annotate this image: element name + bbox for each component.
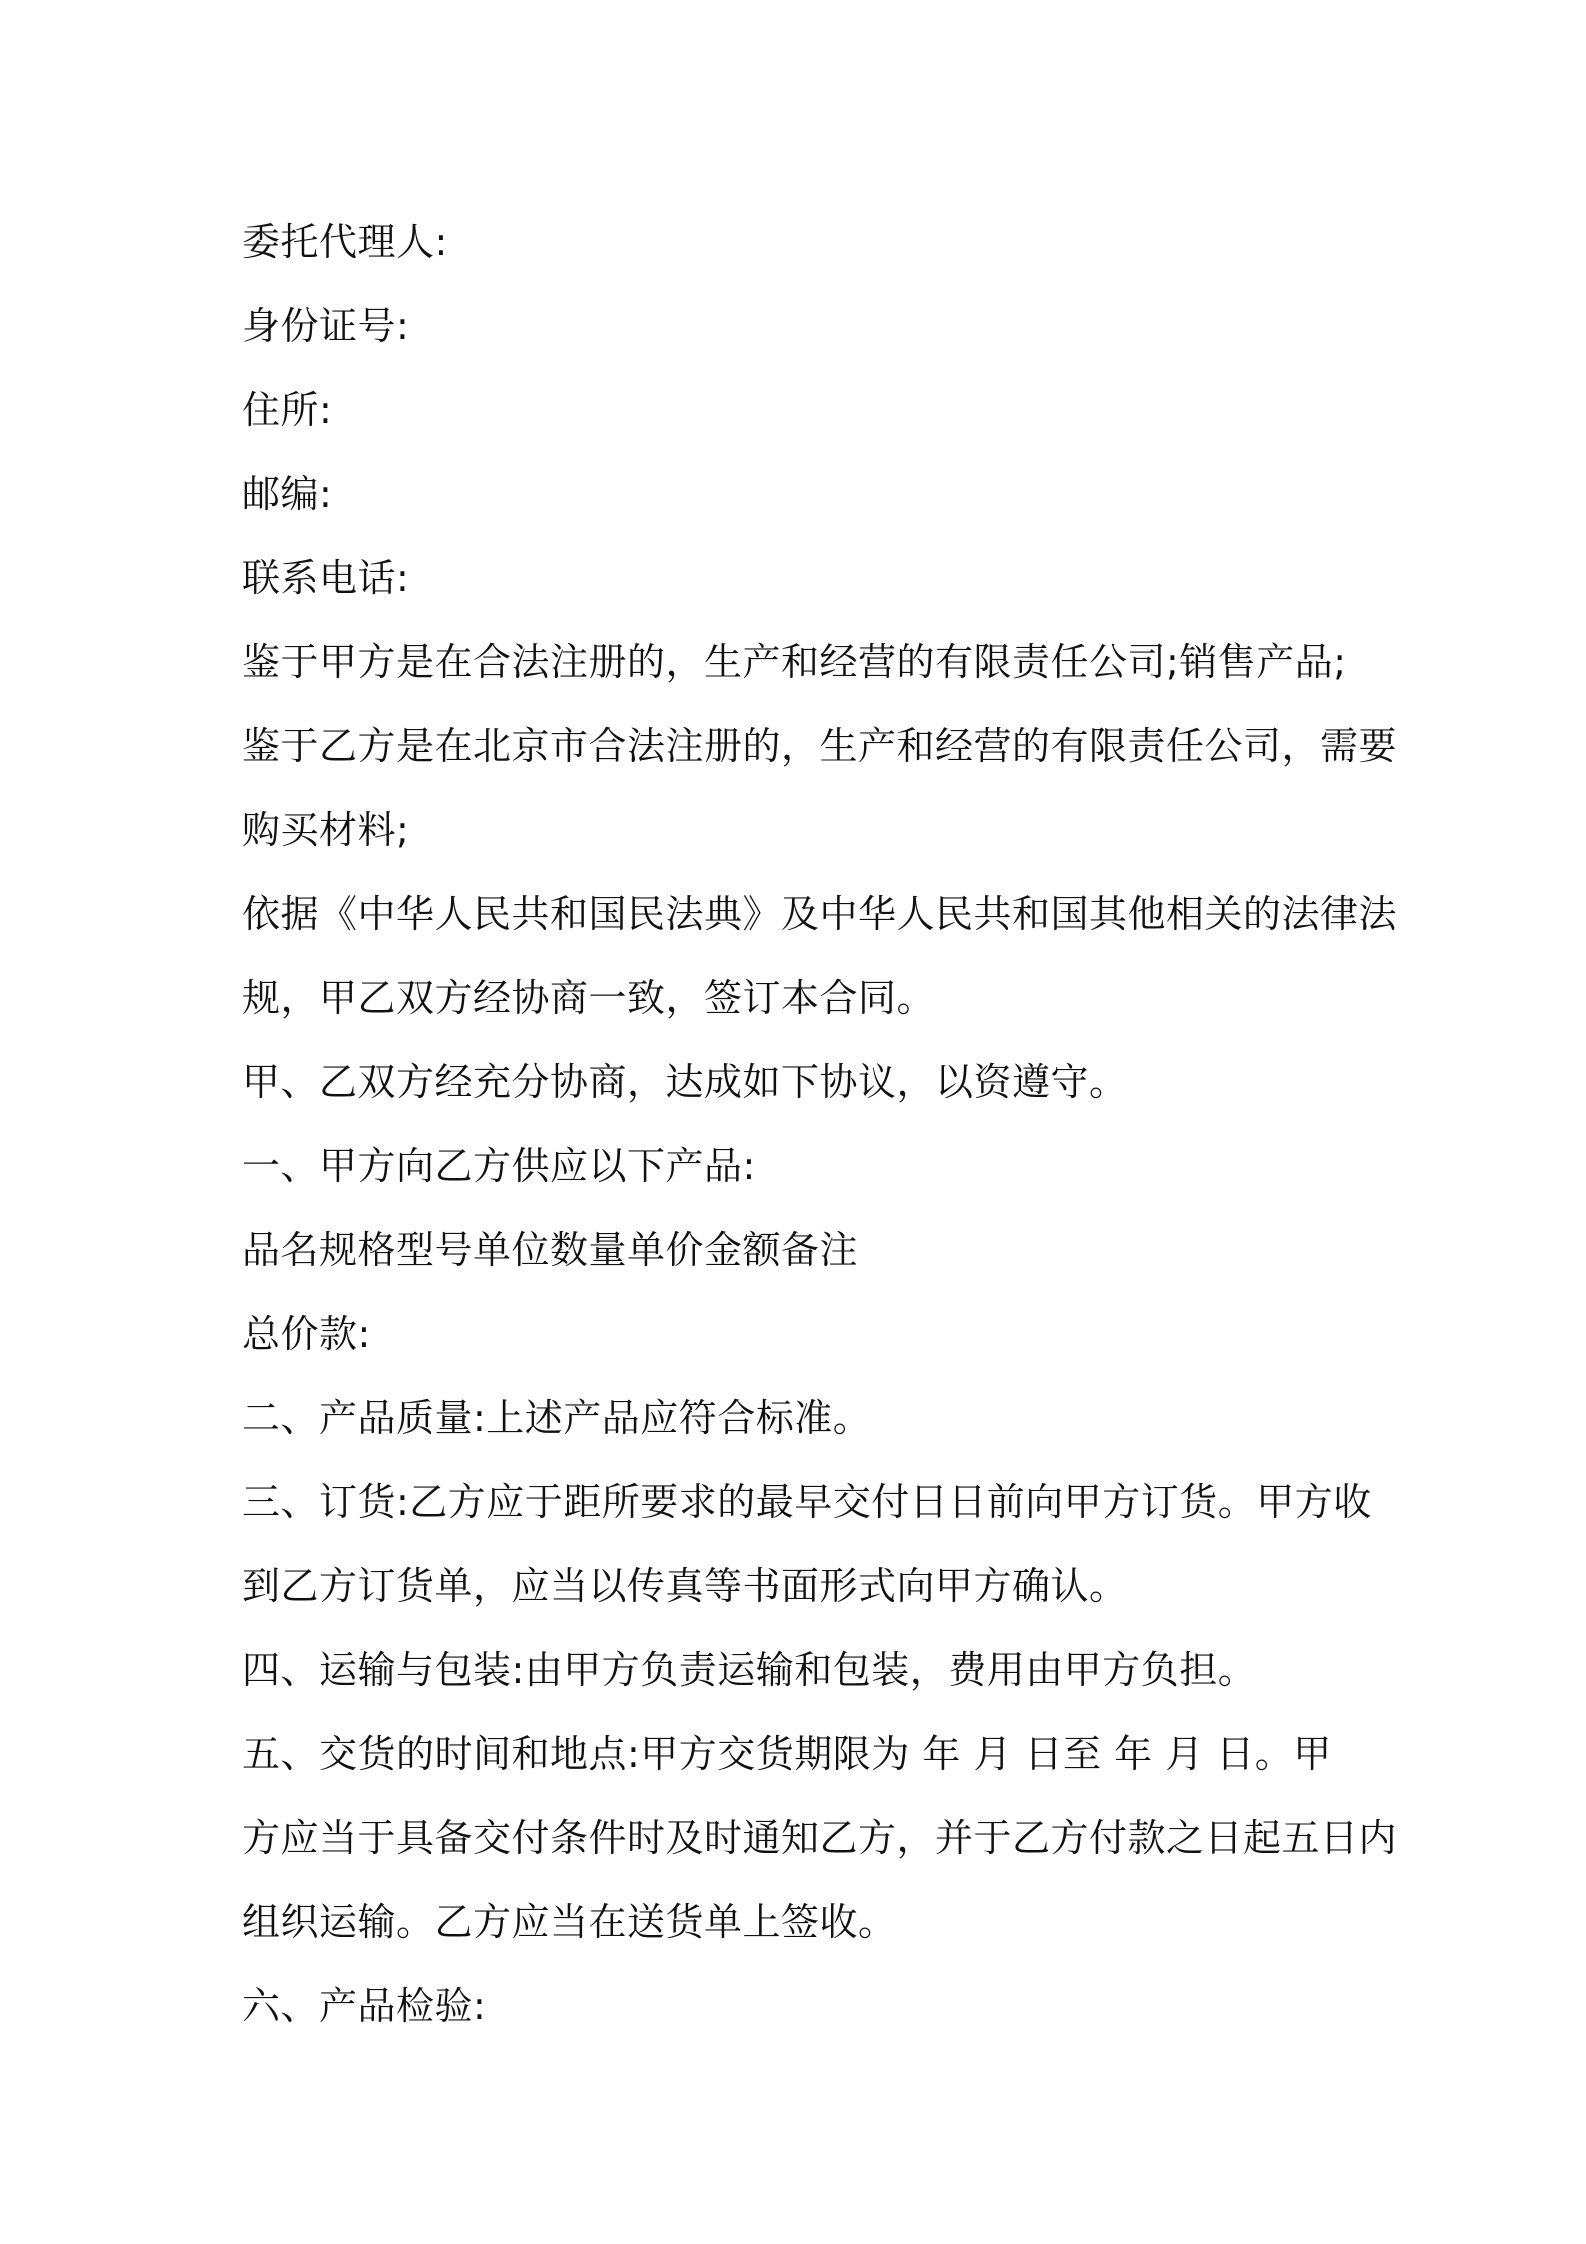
id-number-line: 身份证号: bbox=[242, 304, 410, 348]
party-b-recital-line-1: 鉴于乙方是在北京市合法注册的，生产和经营的有限责任公司，需要 bbox=[242, 724, 1398, 768]
legal-basis-line-1: 依据《中华人民共和国民法典》及中华人民共和国其他相关的法律法 bbox=[242, 892, 1398, 936]
section-6-heading: 六、产品检验: bbox=[242, 1984, 487, 2028]
product-columns: 品名规格型号单位数量单价金额备注 bbox=[242, 1228, 859, 1272]
section-5-delivery-line-2: 方应当于具备交付条件时及时通知乙方，并于乙方付款之日起五日内 bbox=[242, 1816, 1398, 1860]
phone-line: 联系电话: bbox=[242, 556, 410, 600]
section-4-transport: 四、运输与包装:由甲方负责运输和包装，费用由甲方负担。 bbox=[242, 1648, 1257, 1692]
party-a-recital: 鉴于甲方是在合法注册的，生产和经营的有限责任公司;销售产品; bbox=[242, 640, 1347, 684]
postcode-line: 邮编: bbox=[242, 472, 333, 516]
section-1-heading: 一、甲方向乙方供应以下产品: bbox=[242, 1144, 756, 1188]
section-5-delivery-line-3: 组织运输。乙方应当在送货单上签收。 bbox=[242, 1900, 897, 1944]
section-3-order-line-1: 三、订货:乙方应于距所要求的最早交付日日前向甲方订货。甲方收 bbox=[242, 1480, 1372, 1524]
total-price-line: 总价款: bbox=[242, 1312, 371, 1356]
legal-basis-line-2: 规，甲乙双方经协商一致，签订本合同。 bbox=[242, 976, 936, 1020]
agreement-statement: 甲、乙双方经充分协商，达成如下协议，以资遵守。 bbox=[242, 1060, 1128, 1104]
address-line: 住所: bbox=[242, 388, 333, 432]
section-3-order-line-2: 到乙方订货单，应当以传真等书面形式向甲方确认。 bbox=[242, 1564, 1128, 1608]
section-5-delivery-line-1: 五、交货的时间和地点:甲方交货期限为 年 月 日至 年 月 日。甲 bbox=[242, 1732, 1332, 1776]
party-b-recital-line-2: 购买材料; bbox=[242, 808, 410, 852]
agent-line: 委托代理人: bbox=[242, 220, 448, 264]
section-2-quality: 二、产品质量:上述产品应符合标准。 bbox=[242, 1396, 872, 1440]
document-body bbox=[242, 200, 1398, 2048]
